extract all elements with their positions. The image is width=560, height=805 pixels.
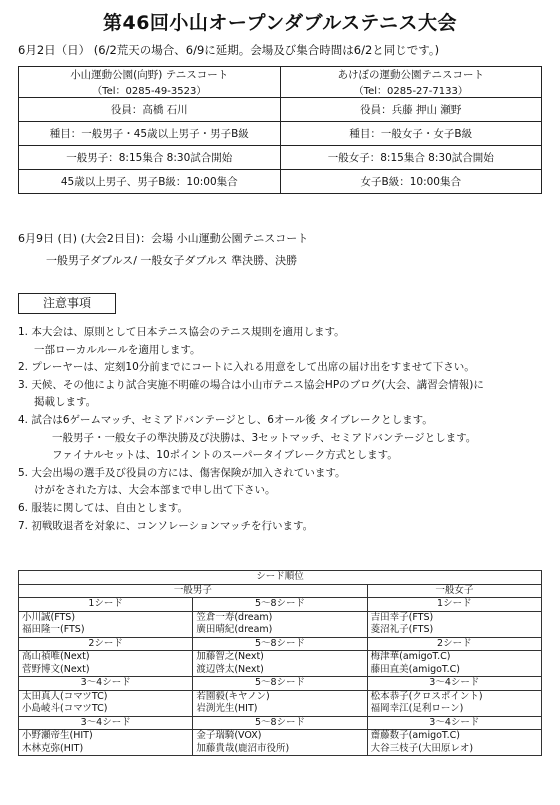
notice-item: 3. 天候、その他により試合実施不明確の場合は小山市テニス協会HPのブログ(大会、講習会情報)に [18, 378, 484, 391]
day1-schedule: 6月2日（日） (6/2荒天の場合、6/9に延期。会場及び集合時間は6/2と同じです。) [18, 43, 440, 57]
seed-player: 齋藤数子(amigoT.C) [367, 730, 541, 743]
seed-player: 金子瑞騎(VOX) [193, 730, 367, 743]
seed-player: 小野瀬帝生(HIT) [19, 730, 193, 743]
venue-row [19, 98, 542, 122]
venue-row [19, 146, 542, 170]
seed-player: 小川誠(FTS) [19, 611, 193, 624]
gather-time-men: 一般男子：8:15集合 8:30試合開始 [19, 146, 281, 170]
seed-player: 加藤智之(Next) [193, 651, 367, 664]
seed-player: 福田隆一(FTS) [19, 624, 193, 637]
day2-schedule: 6月9日 (日) (大会2日目)：会場 小山運動公園テニスコート [18, 232, 309, 245]
seed-table [18, 570, 542, 756]
seed-player: 笠倉一寿(dream) [193, 611, 367, 624]
notice-item: 一部ローカルルールを適用します。 [34, 343, 201, 356]
notice-list [18, 324, 548, 535]
venue-name-akebono: あけぼの運動公園テニスコート [280, 67, 542, 83]
seed-player: 木林克弥(HIT) [19, 743, 193, 756]
seed-player: 梅津華(amigoT.C) [367, 651, 541, 664]
seed-label: 3～4シード [19, 677, 193, 691]
seed-label: 5～8シード [193, 637, 367, 651]
events-oyama: 種目：一般男子・45歳以上男子・男子B級 [19, 122, 281, 146]
seed-player: 高山禎唯(Next) [19, 651, 193, 664]
seed-player: 加藤貴哉(鹿沼市役所) [193, 743, 367, 756]
seed-player: 吉田幸子(FTS) [367, 611, 541, 624]
seed-label: 3～4シード [19, 716, 193, 730]
seed-label: 3～4シード [367, 677, 541, 691]
notice-item: 7. 初戦敗退者を対象に、コンソレーションマッチを行います。 [18, 519, 314, 532]
day2-events: 一般男子ダブルス/ 一般女子ダブルス 準決勝、決勝 [46, 254, 298, 267]
notice-heading: 注意事項 [18, 293, 116, 314]
notice-item: 掲載します。 [34, 396, 97, 409]
notice-item: 6. 服装に関しては、自由とします。 [18, 501, 189, 514]
seed-player: 渡辺啓太(Next) [193, 664, 367, 677]
gather-time-women: 一般女子：8:15集合 8:30試合開始 [280, 146, 542, 170]
seed-player: 菅野博文(Next) [19, 664, 193, 677]
seed-table-title: シード順位 [19, 571, 542, 585]
venue-row [19, 67, 542, 83]
venue-row [19, 170, 542, 194]
seed-label: 1シード [367, 598, 541, 612]
notice-item: 一般男子・一般女子の準決勝及び決勝は、3セットマッチ、セミアドバンテージとします。 [52, 431, 477, 444]
seed-label: 5～8シード [193, 598, 367, 612]
officials-oyama: 役員：高橋 石川 [19, 98, 281, 122]
seed-player: 若園毅(キヤノン) [193, 690, 367, 703]
notice-item: ファイナルセットは、10ポイントのスーパータイブレーク方式とします。 [52, 449, 398, 462]
seed-player: 廣田晴紀(dream) [193, 624, 367, 637]
women-header: 一般女子 [367, 584, 541, 598]
men-header: 一般男子 [19, 584, 368, 598]
notice-item: 2. プレーヤーは、定刻10分前までにコートに入れる用意をして出席の届け出をすませて下さい。 [18, 361, 475, 374]
officials-akebono: 役員：兵藤 押山 瀬野 [280, 98, 542, 122]
seed-label: 1シード [19, 598, 193, 612]
seed-label: 3～4シード [367, 716, 541, 730]
gather-time-women-b: 女子B級：10:00集合 [280, 170, 542, 194]
notice-item: けがをされた方は、大会本部まで申し出て下さい。 [34, 484, 276, 497]
seed-player: 菱沼礼子(FTS) [367, 624, 541, 637]
venue-row [19, 82, 542, 98]
venue-tel-akebono: （Tel：0285-27-7133） [280, 82, 542, 98]
notice-item: 5. 大会出場の選手及び役員の方には、傷害保険が加入されています。 [18, 466, 346, 479]
seed-player: 太田真人(コマツTC) [19, 690, 193, 703]
seed-player: 小島崚斗(コマツTC) [19, 703, 193, 716]
seed-player: 松本恭子(クロスポイント) [367, 690, 541, 703]
seed-player: 大谷三枝子(大田原レオ) [367, 743, 541, 756]
notice-item: 1. 本大会は、原則として日本テニス協会のテニス規則を適用します。 [18, 326, 345, 338]
gather-time-men-b: 45歳以上男子、男子B級：10:00集合 [19, 170, 281, 194]
page-title: 第46回小山オープンダブルステニス大会 [102, 12, 457, 34]
events-akebono: 種目：一般女子・女子B級 [280, 122, 542, 146]
seed-player: 藤田直美(amigoT.C) [367, 664, 541, 677]
seed-label: 5～8シード [193, 677, 367, 691]
venue-row [19, 122, 542, 146]
seed-player: 福岡幸江(足利ローン) [367, 703, 541, 716]
venue-tel-oyama: （Tel：0285-49-3523） [19, 82, 281, 98]
seed-label: 5～8シード [193, 716, 367, 730]
seed-label: 2シード [19, 637, 193, 651]
venue-name-oyama: 小山運動公園(向野) テニスコート [19, 67, 281, 83]
venue-table [18, 66, 542, 194]
notice-item: 4. 試合は6ゲームマッチ、セミアドバンテージとし、6オール後 タイブレークとします。 [18, 413, 433, 426]
seed-label: 2シード [367, 637, 541, 651]
seed-player: 岩渕光生(HIT) [193, 703, 367, 716]
